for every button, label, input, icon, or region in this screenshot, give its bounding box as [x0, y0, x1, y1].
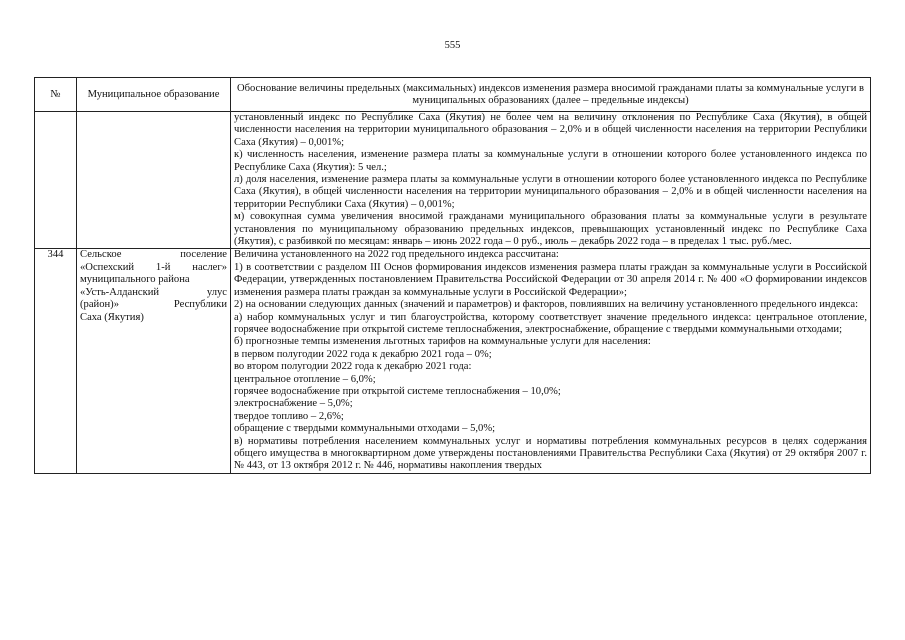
row-number: 344 [35, 249, 77, 473]
paragraph: обращение с твердыми коммунальными отходами – 5,0%; [234, 423, 496, 435]
paragraph: 2) на основании следующих данных (значений и параметров) и факторов, повлиявших на величину установленного предельного индекса: [234, 299, 859, 311]
municipality-line: «Усть-Алданский улус [80, 286, 227, 298]
municipality-line: муниципального района [80, 274, 190, 286]
row-municipality [77, 249, 231, 473]
table-header-row [35, 78, 871, 112]
municipality-line: «Оспехский 1-й наслег» [80, 261, 227, 273]
paragraph: твердое топливо – 2,6%; [234, 410, 344, 422]
page-number: 555 [444, 40, 461, 51]
paragraph: л) доля населения, изменение размера платы за коммунальные услуги в отношении которого более установленного индекса по Республике Саха (Якутия), в общей численности населения на территории муниципального образования – 2,0% и в общей численности населения на территории Республики Саха (Якутия) – 0,001%; [234, 174, 867, 210]
municipality-line: Саха (Якутия) [80, 311, 144, 323]
paragraph: б) прогнозные темпы изменения льготных тарифов на коммунальные услуги для населения: [234, 336, 651, 348]
paragraph: Величина установленного на 2022 год предельного индекса рассчитана: [234, 249, 559, 261]
row-justification [231, 112, 871, 249]
paragraph: 1) в соответствии с разделом III Основ формирования индексов изменения размера платы граждан за коммунальные услуги в Российской Федерации, утвержденных постановлением Правительства Российской Федерации от 30 апреля 2014 г. № 400 «О формировании индексов изменения размера платы граждан за коммунальные услуги в Российской Федерации»; [234, 261, 867, 298]
justification-table [34, 77, 871, 474]
paragraph: во втором полугодии 2022 года к декабрю 2021 года: [234, 361, 472, 373]
municipality-line: (район)» Республики [80, 299, 227, 311]
paragraph: м) совокупная сумма увеличения вносимой гражданами муниципального образования платы за коммунальные услуги в результате установления по муниципальному образованию предельных индексов, превышающих установленный индекс по Республике Саха (Якутия), с разбивкой по месяцам: январь – июнь 2022 года – 0 руб., июль – декабрь 2022 года – в пределах 1 тыс. руб./мес. [234, 211, 867, 248]
paragraph: центральное отопление – 6,0%; [234, 373, 376, 385]
paragraph: горячее водоснабжение при открытой системе теплоснабжения – 10,0%; [234, 385, 561, 397]
table-row [35, 112, 871, 249]
paragraph: к) численность населения, изменение размера платы за коммунальные услуги в отношении которого более установленного индекса по Республике Саха (Якутия): 5 чел.; [234, 149, 867, 173]
header-number: № [35, 78, 77, 112]
row-number [35, 112, 77, 249]
paragraph: в) нормативы потребления населением коммунальных услуг и нормативы потребления коммунальных ресурсов в целях содержания общего имущества в многоквартирном доме утверждены постановлениями Правительства Республики Саха (Якутия) от 29 октября 2007 г. № 443, от 13 октября 2012 г. № 446, нормативы накопления твердых [234, 435, 867, 472]
paragraph: а) набор коммунальных услуг и тип благоустройства, которому соответствует значение предельного индекса: центральное отопление, горячее водоснабжение при открытой системе теплоснабжения, электроснабжение, обращение с твердыми коммунальными отходами; [234, 311, 867, 335]
paragraph: электроснабжение – 5,0%; [234, 398, 353, 410]
paragraph: установленный индекс по Республике Саха (Якутия) не более чем на величину отклонения по Республике Саха (Якутия), в общей численности населения на территории муниципального образования – 2,0% и в общей численности населения на территории Республики Саха (Якутия) – 0,001%; [234, 112, 867, 148]
table-row [35, 249, 871, 473]
paragraph: в первом полугодии 2022 года к декабрю 2021 года – 0%; [234, 348, 492, 360]
header-justification: Обоснование величины предельных (максимальных) индексов изменения размера вносимой гражданами платы за коммунальные услуги в муниципальных образованиях (далее – предельные индексы) [231, 78, 871, 112]
row-municipality [77, 112, 231, 249]
row-justification [231, 249, 871, 473]
header-municipality: Муниципальное образование [77, 78, 231, 112]
municipality-line: Сельское поселение [80, 249, 227, 261]
